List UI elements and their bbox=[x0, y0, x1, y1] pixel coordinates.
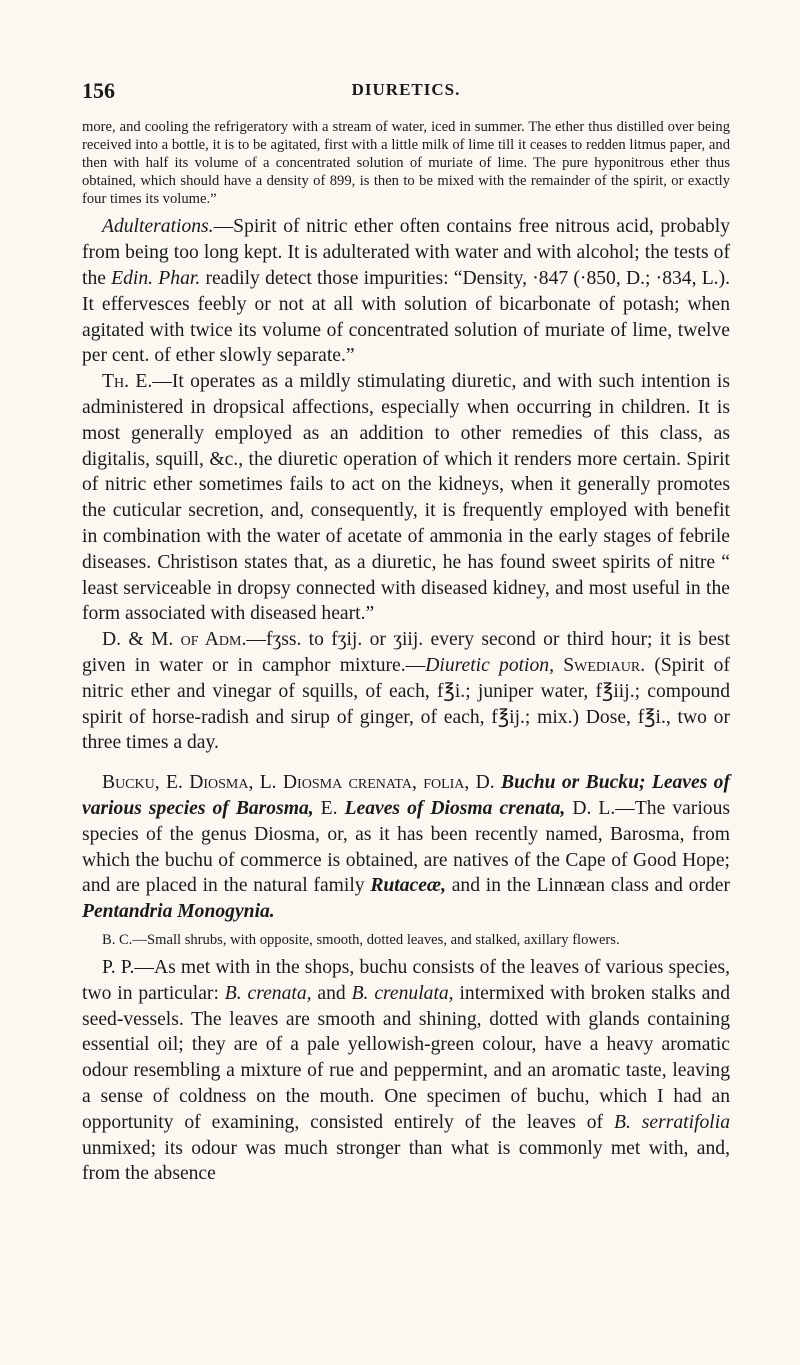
paragraph-text: —fʒss. to fʒij. or ʒiij. every second or third hour; it is best given in water or in camphor mixture.— bbox=[82, 629, 730, 677]
section-heading: Adulterations. bbox=[102, 216, 214, 238]
page-body bbox=[82, 118, 730, 1187]
paragraph-text: more, and cooling the refrigeratory with a stream of water, iced in summer. The ether thus distilled over being received into a bottle, it is to be agitated, first with a little milk of lime till it ceases to redden litmus paper, and then with half its volume of a concentrated solution of muriate of lime. The pure hyponitrous ether thus obtained, which should have a density of 899, is then to be mixed with the remainder of the spirit, or exactly four times its volume.” bbox=[82, 119, 730, 208]
entry-name: Buchu or Bucku; Leaves of various species of Barosma, bbox=[82, 772, 730, 819]
paragraph-text: —It operates as a mildly stimulating diuretic, and with such intention is administered in dropsical affections, especially when occurring in children. It is most generally employed as an addition to other remedies of this class, as digitalis, squill, &c., the diuretic operation of which it renders more certain. Spirit of nitric ether sometimes fails to act on the kidneys, when it generally promotes the cuticular secretion, and, consequently, it is frequently employed with benefit in combination with the water of acetate of ammonia in the early stages of febrile diseases. Christison states that, as a diuretic, he has found sweet spirits of nitre “ least serviceable in dropsy connected with diseased kidney, and most useful in the form associated with diseased heart.” bbox=[82, 371, 730, 625]
page-number: 156 bbox=[82, 78, 115, 103]
species-name: B. serratifolia bbox=[614, 1111, 730, 1133]
paragraph-text: readily detect those impurities: “Density, ·847 (·850, D.; ·834, L.). It effervesces feebly or not at all with solution of bicarbonate of potash; when agitated with twice its volume of concentrated solution of muriate of lime, twelve per cent. of ether slowly separate.” bbox=[82, 268, 731, 367]
paragraph-adulterations bbox=[82, 214, 730, 369]
running-head: DIURETICS. bbox=[351, 80, 461, 99]
entry-name: Leaves of Diosma crenata, bbox=[337, 798, 566, 819]
paragraph-text: unmixed; its odour was much stronger than what is commonly met with, and, from the absence bbox=[82, 1137, 730, 1185]
paragraph-dose bbox=[82, 627, 730, 756]
formula-author: Swediaur. bbox=[554, 655, 646, 677]
paragraph-text: —As met with in the shops, buchu consists of the leaves of various species, two in particular: bbox=[82, 957, 730, 1004]
paragraph-physical-properties bbox=[82, 955, 730, 1187]
paragraph-text: E. bbox=[313, 798, 338, 819]
paragraph-text: B. C.—Small shrubs, with opposite, smooth, dotted leaves, and stalked, axillary flowers. bbox=[102, 931, 620, 948]
formula-name: Diuretic potion, bbox=[425, 655, 554, 677]
species-name: B. crenulata, bbox=[351, 982, 454, 1004]
paragraph-text: —Spirit of nitric ether often contains free nitrous acid, probably from being too long kept. It is adulterated with water and with alcohol; the tests of the bbox=[82, 216, 730, 290]
paragraph-text: (Spirit of nitric ether and vinegar of squills, of each, f℥i.; juniper water, f℥iij.; compound spirit of horse-radish and sirup of ginger, of each, f℥ij.; mix.) Dose, f℥i., two or three times a day. bbox=[82, 655, 730, 754]
order-name: Pentandria Monogynia. bbox=[82, 901, 275, 923]
paragraph-continuation bbox=[82, 118, 730, 208]
paragraph-bucku bbox=[82, 770, 730, 925]
paragraph-text: intermixed with broken stalks and seed-vessels. The leaves are smooth and shining, dotted with glands containing essential oil; they are of a pale yellowish-green colour, have a heavy aromatic odour resembling a mixture of rue and peppermint, and an aromatic taste, leaving a sense of coldness on the mouth. One specimen of buchu, which I had an opportunity of examining, consisted entirely of the leaves of bbox=[82, 982, 731, 1133]
paragraph-text: and bbox=[311, 982, 352, 1004]
paragraph-botanical-characters bbox=[82, 931, 730, 949]
species-name: B. crenata, bbox=[224, 982, 312, 1004]
section-heading: P. P. bbox=[102, 957, 135, 979]
section-heading: Th. E. bbox=[102, 371, 153, 393]
page-header bbox=[82, 78, 730, 102]
entry-heading: Bucku, E. Diosma, L. Diosma crenata, folia, D. bbox=[102, 772, 495, 794]
paragraph-text: and in the Linnæan class and order bbox=[445, 875, 730, 897]
paragraph-therapeutic-effects bbox=[82, 369, 730, 627]
reference: Edin. Phar. bbox=[111, 268, 201, 290]
section-heading: D. & M. of Adm. bbox=[102, 629, 247, 651]
family-name: Rutaceæ, bbox=[370, 875, 446, 897]
paragraph-text: D. L.—The various species of the genus Diosma, or, as it has been recently named, Barosma, from which the buchu of commerce is obtained, are natives of the Cape of Good Hope; and are placed in the natural family bbox=[82, 798, 730, 897]
